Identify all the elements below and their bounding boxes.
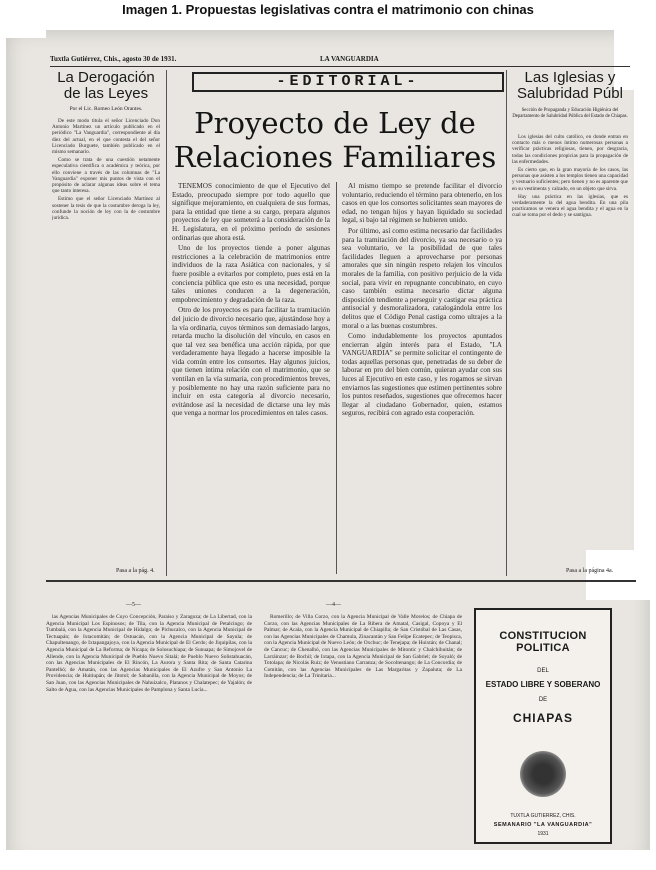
column-divider bbox=[506, 70, 507, 576]
editorial-column-1 bbox=[172, 182, 330, 574]
constitution-city: TUXTLA GUTIERREZ, CHIS. bbox=[510, 813, 576, 819]
constitution-del: DEL bbox=[537, 668, 549, 674]
paragraph: TENEMOS conocimiento de que el Ejecutivo del Estado, preocupado siempre por todo aquello que signifique mejoramiento, en cualquiera de sus formas, para la entidad que tiene a su cargo, prepara algunos proyectos de ley que someterá a la consideración de la H. Legislatura, en el próximo período de sesiones ordinarias que ahora está. bbox=[172, 182, 330, 242]
torn-edge bbox=[634, 90, 650, 590]
masthead-date: Tuxtla Gutiérrez, Chis., agosto 30 de 1931. bbox=[50, 55, 177, 63]
editorial-title: Proyecto de Ley de Relaciones Familiares bbox=[173, 106, 497, 174]
constitution-estado: ESTADO LIBRE Y SOBERANO bbox=[485, 680, 601, 689]
paragraph: De este modo titula el señor Licenciado Don Antonio Martínez un artículo publicado en el periódico "La Vanguardia", correspondiente al día diez del actual, en el que contesta el del señor Licenciado Burguete, también publicado en el mismo semanario. bbox=[52, 118, 160, 156]
paragraph: Hay una práctica en las iglesias, que es verdaderamente la del agua bendita. En una pila practicamos se venera el agua bendita y el agua en la cual se toma por el dedo y se santigua. bbox=[512, 193, 628, 219]
constitution-chiapas: CHIAPAS bbox=[512, 711, 574, 725]
newspaper-page bbox=[6, 30, 650, 866]
left-headline: La Derogación de las Leyes bbox=[57, 69, 155, 102]
masthead bbox=[50, 54, 630, 67]
left-continued: Pasa a la pág. 4. bbox=[116, 568, 155, 574]
editorial-column-2 bbox=[342, 182, 502, 574]
paragraph: Estimo que el señor Licenciado Martínez al sostener la tesis de que la costumbre deroga la ley, confunde la noción de ley con la de costumbre jurídica. bbox=[52, 196, 160, 222]
paragraph: Romerillo; de Villa Corzo, con la Agencia Municipal de Valle Morelos; de Chiapa de Corzo, con las Agencias Municipales de La Ribera de Amatal, Casigal, Copoya y El Palmar; de Acala, con la Agencia Municipal de Chiapilla; de San Cristóbal de Las Casas, con las Agencias Municipales de Chamula, Zinacantán y San Felipe Ecatepec; de Teopisca, con la Agencia Municipal de Nuevo León; de Oxchuc; de Tenejapa; de Huixtán; de Chanal; de Cancuc; de Chenalhó, con las Agencias Municipales de Mitontic y Chalchihuitán; de Larráinzar; de Bochil; de Ixtapa, con la Agencia Municipal de San Gabriel; de Soyaló; de Totolapa; de Nicolás Ruiz; de Venustiano Carranza; de Socoltenango; de La Concordia; de Comitán, con las Agencias Municipales de Las Margaritas y Zapaluta; de La Independencia; de La Trinitaria... bbox=[264, 614, 462, 680]
constitution-year: 1931 bbox=[537, 831, 549, 837]
right-column-text bbox=[512, 134, 628, 564]
paragraph: Es cierto que, en la gran mayoría de los casos, las personas que asisten a los templos tienen una capacidad y vestuario suficientes; pero tienen y no es aparente que en su vestimenta y calzado, en un objeto que sirva. bbox=[512, 167, 628, 192]
paragraph: Como indudablemente los proyectos apuntados encierran algún interés para el Estado, "LA VANGUARDIA" se permite solicitar el contingente de todas aquellas personas que, penetradas de su deber de laborar en pro del bien común, quieran ayudar con sus luces al Ejecutivo en este caso, y les rogamos se sirvan enviarnos las sugestiones que estimen pertinentes sobre los puntos reseñados, sugestiones que ofrecemos hacer llegar al ciudadano Gobernador, quien, estamos seguros, recibirá con agrado esta cooperación. bbox=[342, 332, 502, 418]
paragraph: las Agencias Municipales de Cuyo Concepción, Paraíso y Zaragoza; de La Libertad, con la Agencia Municipal Los Espinosos; de Tila, con la Agencia Municipal de Petalcingo; de Tumbalá, con la Agencia Municipal de Hidalgo; de Pichucalco, con la Agencia Municipal de Tectuapán; de Ixtacomitán; de Ostuacán, con la Agencia Municipal de Sayula; de Chapultenango, de Ixtapangajoya, con la Agencia Municipal de El Cerdo; de Jiquipilas, con la Agencia Municipal de La Reforma; de Nicapa; de Solosuchiapa; de Sunuapa; de Simojovel de Allende, con la Agencia Municipal de Pueblo Nuevo Sitalá; de Pueblo Nuevo Solistahuacán, con las Agencias Municipales de El Rincón, La Aurora y Santa Rita; de Santa Catarina Pantelhó; de Amatán, con las Agencias Municipales de El Azufre y San Antonio La Providencia; de Huitiupán; de Jitotol; de Sabanilla, con la Agencia Municipal de Moyos; de San Juan, con las Agencias Municipales de Nahuizalco, Platanos y Chalatepec; de Yajalón; de Salto de Agua, con las Agencias Municipales de Pamplona y Santa Lucía... bbox=[46, 614, 252, 693]
paragraph: Al mismo tiempo se pretende facilitar el divorcio voluntario, reduciendo el término para obtenerlo, en los casos en que los consortes solicitantes sean mayores de edad, no tengan hijos y hayan liquidado su sociedad legal, si bajo tal régimen se hubieren unido. bbox=[342, 182, 502, 225]
constitution-advert bbox=[474, 608, 612, 844]
page-number-5: —5— bbox=[126, 602, 141, 608]
editorial-banner: -EDITORIAL- bbox=[192, 72, 504, 92]
paragraph: Por último, así como estima necesario dar facilidades para la tramitación del divorcio, ya sea necesario o ya sea voluntario, ve la posibilidad de que tales facilidades lleguen a aprovecharse por personas amorales que sin ningún respeto relajen los vínculos morales de la familia, con positivo perjuicio de la vida social, para vivir en repugnante concubinato, en cuyo caso también estima necesario dictar alguna disposición tendiente a perseguir y castigar esa práctica antisocial y desmoralizadora, catalogándola entre los delitos que el Código Penal castiga como ultrajes a la moral o a las buenas costumbres. bbox=[342, 226, 502, 330]
paragraph: Otro de los proyectos es para facilitar la tramitación del juicio de divorcio necesario que, ajustándose hoy a la vía ordinaria, cuyos términos son demasiado largos, retarda mucho la disolución del vínculo, en casos en que tal vez sea benéfica una acción rápida, por que verdaderamente haya llegado a hacerse imposible la vida común entre los consortes. Hay algunos juicios, que tienen íntima relación con el matrimonio, que se ventilan en la vía sumaria, con procedimientos breves, y posiblemente no hay una razón suficiente para no incluir en esta categoría al divorcio necesario, evitándose así la necesidad de dictarse una ley más que venga a normar los procedimientos en tales casos. bbox=[172, 306, 330, 418]
right-continued: Pasa a la página 4a. bbox=[566, 568, 614, 574]
column-divider bbox=[336, 182, 337, 574]
right-subtitle: Sección de Propaganda y Educación Higiénica del Departamento de Salubridad Pública del Estado de Chiapas. bbox=[512, 108, 628, 119]
torn-edge bbox=[6, 30, 46, 38]
figure-caption: Imagen 1. Propuestas legislativas contra el matrimonio con chinas bbox=[122, 2, 534, 17]
page-break-rule bbox=[46, 580, 636, 582]
left-column-text bbox=[52, 118, 160, 564]
page-number-4: —4— bbox=[326, 602, 341, 608]
bottom-left-text bbox=[46, 614, 252, 846]
bottom-middle-text bbox=[264, 614, 462, 846]
constitution-press: SEMANARIO "LA VANGUARDIA" bbox=[493, 822, 593, 828]
paragraph: Los iglesias del culto católico, en donde entran en contacto más o menos íntimo numerosas personas a verificar prácticas religiosas, tienen, por desgracia, todas las condiciones propicias para la propagación de las enfermedades. bbox=[512, 134, 628, 165]
paragraph: Uno de los proyectos tiende a poner algunas restricciones a la celebración de matrimonios entre individuos de la raza Asiática con nacionales, y sí fuere posible a evitarlos por completo, pues está en la conciencia pública que esto es una necesidad, porque tales uniones conducen a la degeneración, empobrecimiento y degradación de la raza. bbox=[172, 244, 330, 304]
paragraph: Como se trata de una cuestión netamente especulativa científica o académica y teórica, por ello conviene a través de las columnas de "La Vanguardia" exponer mis puntos de vista con el propósito de aclarar algunas ideas sobre el tema que tanto interesa. bbox=[52, 157, 160, 195]
right-headline: Las Iglesias y Salubridad Públ bbox=[517, 69, 623, 102]
coat-of-arms-icon bbox=[520, 751, 566, 797]
torn-edge bbox=[6, 850, 650, 866]
left-byline: Por el Lic. Romeo León Orantes. bbox=[69, 106, 143, 112]
masthead-title: LA VANGUARDIA bbox=[320, 55, 379, 63]
constitution-de: DE bbox=[538, 697, 548, 703]
constitution-title: CONSTITUCION POLITICA bbox=[499, 630, 587, 654]
